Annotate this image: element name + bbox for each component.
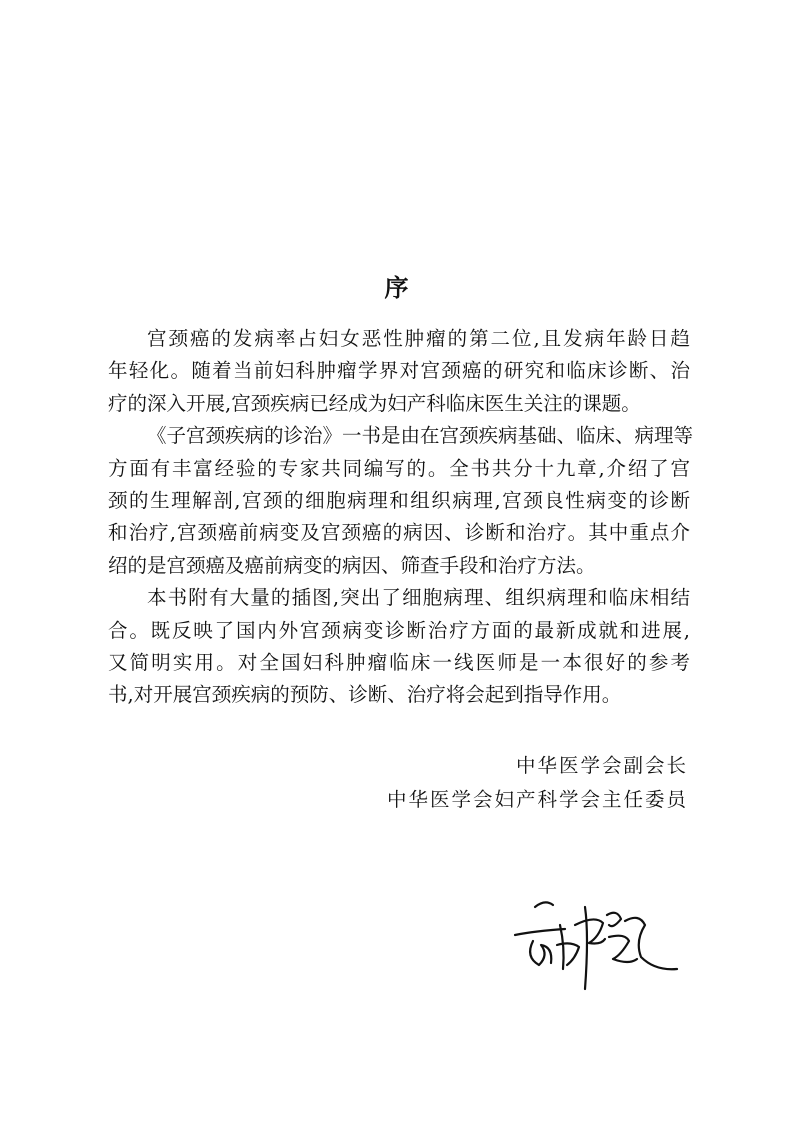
text-line: 又简明实用。对全国妇科肿瘤临床一线医师是一本很好的参考 <box>108 650 690 674</box>
text-line: 疗的深入开展,宫颈疾病已经成为妇产科临床医生关注的课题。 <box>108 391 641 415</box>
signatory-title-1: 中华医学会副会长 <box>515 754 688 777</box>
signatory-title-2: 中华医学会妇产科学会主任委员 <box>386 788 688 811</box>
page-title: 序 <box>384 273 409 302</box>
text-line: 方面有丰富经验的专家共同编写的。全书共分十九章,介绍了宫 <box>108 456 690 480</box>
text-line: 绍的是宫颈癌及癌前病变的病因、筛查手段和治疗方法。 <box>108 553 596 577</box>
text-line: 年轻化。随着当前妇科肿瘤学界对宫颈癌的研究和临床诊断、治 <box>108 359 690 383</box>
text-line: 和治疗,宫颈癌前病变及宫颈癌的病因、诊断和治疗。其中重点介 <box>108 521 690 545</box>
handwritten-signature <box>505 885 685 995</box>
text-line: 合。既反映了国内外宫颈病变诊断治疗方面的最新成就和进展, <box>108 618 690 642</box>
text-line: 颈的生理解剖,宫颈的细胞病理和组织病理,宫颈良性病变的诊断 <box>108 488 690 512</box>
text-line: 本书附有大量的插图,突出了细胞病理、组织病理和临床相结 <box>147 586 690 610</box>
preface-body <box>108 323 694 712</box>
text-line: 书,对开展宫颈疾病的预防、诊断、治疗将会起到指导作用。 <box>108 683 622 707</box>
text-line: 宫颈癌的发病率占妇女恶性肿瘤的第二位,且发病年龄日趋 <box>147 327 690 350</box>
text-line: 《子宫颈疾病的诊治》一书是由在宫颈疾病基础、临床、病理等 <box>147 424 694 448</box>
